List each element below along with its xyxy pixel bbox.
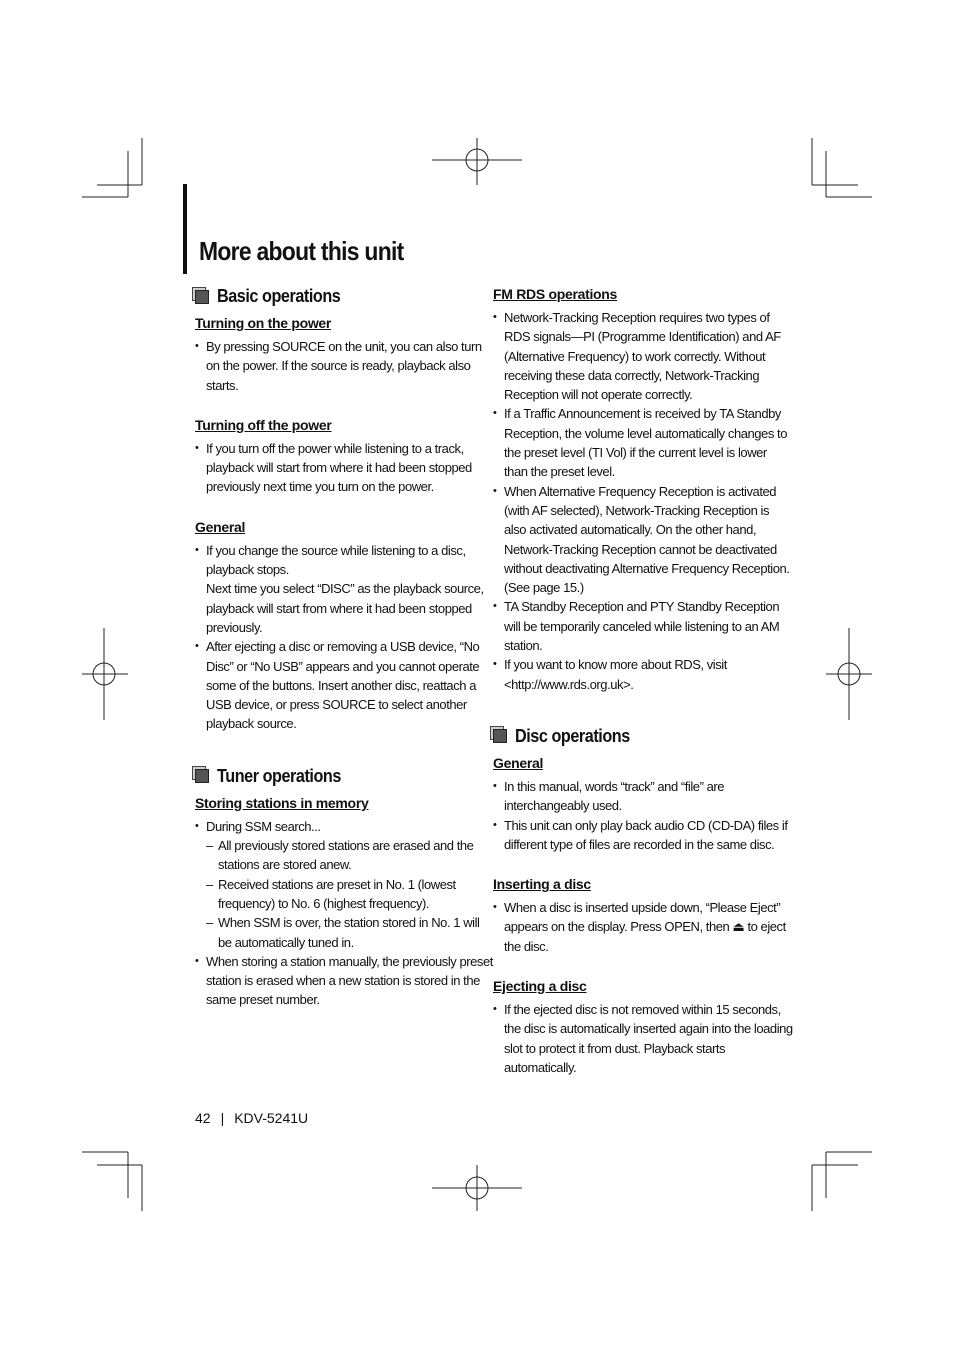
section-square-icon: [195, 290, 209, 304]
list-item: • TA Standby Reception and PTY Standby Reception will be temporarily canceled while listening to an AM station.: [493, 597, 793, 655]
list-item: • After ejecting a disc or removing a USB device, “No Disc” or “No USB” appears and you cannot operate some of the buttons. Insert another disc, reattach a USB device, or press SOURCE to select another playback source.: [195, 637, 495, 733]
list-item-text: During SSM search...: [206, 818, 321, 834]
sub-list: [206, 836, 495, 952]
list-item: [493, 898, 793, 956]
list-fm-rds: [493, 308, 793, 694]
sub-list-item: – All previously stored stations are erased and the stations are stored anew.: [206, 836, 495, 875]
list-item: [195, 817, 495, 952]
subheading-storing-stations: Storing stations in memory: [195, 794, 369, 811]
subheading-inserting-disc: Inserting a disc: [493, 876, 591, 893]
list-item: • By pressing SOURCE on the unit, you can also turn on the power. If the source is ready, playback also starts.: [195, 337, 495, 395]
list-item: • If a Traffic Announcement is received by TA Standby Reception, the volume level automatically changes to the preset level (TI Vol) if the current level is lower than the preset level.: [493, 404, 793, 481]
list-item-text: to eject the disc.: [504, 919, 786, 954]
list-item: • This unit can only play back audio CD (CD-DA) files if different type of files are recorded in the same disc.: [493, 816, 793, 855]
list-item-text: If you change the source while listening to a disc, playback stops.: [206, 542, 466, 578]
page-number: 42: [195, 1110, 211, 1126]
section-heading-tuner-operations: Tuner operations: [195, 766, 495, 787]
list-inserting-disc: [493, 898, 793, 956]
eject-icon: ⏏: [732, 919, 745, 935]
right-column: [493, 286, 793, 1099]
list-item-continuation: Next time you select “DISC” as the playback source, playback will start from where it had been stopped previously.: [206, 581, 484, 635]
page-title: More about this unit: [199, 236, 404, 266]
list-general: [195, 541, 495, 734]
left-column: [195, 286, 495, 1032]
subheading-general: General: [195, 518, 246, 535]
page-footer: [195, 1110, 308, 1126]
footer-separator: |: [220, 1110, 225, 1126]
list-storing-stations: [195, 817, 495, 1010]
subheading-turning-off-power: Turning off the power: [195, 416, 332, 433]
list-item: • If you turn off the power while listening to a track, playback will start from where it had been stopped previously next time you turn on the power.: [195, 439, 495, 497]
section-square-icon: [195, 769, 209, 783]
subheading-ejecting-disc: Ejecting a disc: [493, 978, 587, 995]
section-heading-basic-operations: Basic operations: [195, 286, 495, 307]
sub-list-item: – Received stations are preset in No. 1 (lowest frequency) to No. 6 (highest frequency).: [206, 875, 495, 914]
list-disc-general: [493, 777, 793, 854]
list-item: • In this manual, words “track” and “file” are interchangeably used.: [493, 777, 793, 816]
list-item: • When storing a station manually, the previously preset station is erased when a new station is stored in the same preset number.: [195, 952, 495, 1010]
section-square-icon: [493, 729, 507, 743]
list-item: [195, 541, 495, 637]
section-heading-disc-operations: Disc operations: [493, 726, 793, 747]
subheading-turning-on-power: Turning on the power: [195, 315, 332, 331]
subheading-fm-rds-operations: FM RDS operations: [493, 286, 618, 302]
list-turning-on-power: [195, 337, 495, 395]
list-item: • Network-Tracking Reception requires two types of RDS signals—PI (Programme Identification) and AF (Alternative Frequency) to work correctly. Without receiving these data correctly, Network-Tracking Reception will not operate correctly.: [493, 308, 793, 404]
list-item: • If the ejected disc is not removed within 15 seconds, the disc is automatically inserted again into the loading slot to protect it from dust. Playback starts automatically.: [493, 1000, 793, 1077]
list-item: • If you want to know more about RDS, visit <http://www.rds.org.uk>.: [493, 655, 793, 694]
list-item: • When Alternative Frequency Reception is activated (with AF selected), Network-Tracking Reception is also activated automatically. On the other hand, Network-Tracking Reception cannot be deactivated without deactivating Alternative Frequency Reception. (See page 15.): [493, 482, 793, 598]
model-name: KDV-5241U: [234, 1110, 309, 1126]
list-turning-off-power: [195, 439, 495, 497]
list-ejecting-disc: [493, 1000, 793, 1077]
sub-list-item: – When SSM is over, the station stored in No. 1 will be automatically tuned in.: [206, 913, 495, 952]
title-accent-bar: [183, 184, 187, 274]
list-item-text: When a disc is inserted upside down, “Please Eject” appears on the display. Press OPEN, then: [504, 900, 781, 935]
subheading-disc-general: General: [493, 754, 544, 771]
